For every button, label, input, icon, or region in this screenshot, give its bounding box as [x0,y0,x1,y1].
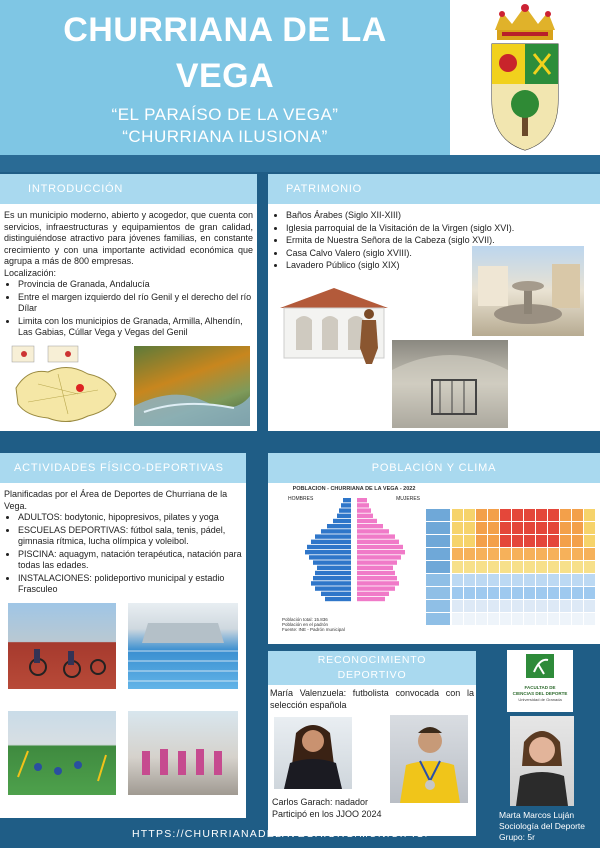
pyramid-bar-female [357,540,399,544]
pyramid-bar-male [327,524,351,528]
climate-cell [500,509,511,521]
climate-cell [452,509,463,521]
climate-row-label [426,600,450,612]
climate-cell [560,535,571,547]
climate-cell [488,561,499,573]
climate-cell [512,561,523,573]
author-block [499,810,599,843]
climate-cell [524,613,535,625]
carlos-caption-2: Participó en los JJOO 2024 [272,808,382,819]
intro-item: • Provincia de Granada, Andalucía [18,279,253,291]
patrimonio-item: • Iglesia parroquial de la Visitación de la Virgen (siglo XVI). [286,223,596,235]
author-role: Sociología del Deporte [499,821,586,831]
climate-cell [524,574,535,586]
divider-strip [0,155,600,172]
climate-cell [584,509,595,521]
climate-cell [536,574,547,586]
climate-cell [572,587,583,599]
climate-cell [524,561,535,573]
location-map [8,344,124,426]
patrimonio-item: • Casa Calvo Valero (siglo XVIII). [286,248,596,260]
pyramid-chart [282,492,426,612]
maria-caption: María Valenzuela: futbolista convocada con la selección española [270,688,474,710]
climate-cell [464,587,475,599]
pyramid-bar-male [333,519,351,523]
climate-cell [572,522,583,534]
climate-cell [584,561,595,573]
pyramid-bar-male [315,534,351,538]
banos-arabes-photo [392,340,508,428]
river-photo [134,346,250,426]
climate-cell [548,561,559,573]
climate-cell [512,613,523,625]
climate-cell [560,600,571,612]
climate-cell [452,587,463,599]
climate-cell [500,613,511,625]
actividades-intro: Planificadas por el Área de Deportes de Churriana de la Vega. [4,489,228,511]
mujeres-label: MUJERES [396,496,420,502]
climate-cell [584,535,595,547]
climate-cell [476,574,487,586]
patrimonio-item: • Baños Árabes (Siglo XII-XIII) [286,210,596,222]
intro-item: • Limita con los municipios de Granada, Armilla, Alhendín, Las Gabias, Cúllar Vega y Vegas del Genil [18,316,253,339]
climate-cell [572,548,583,560]
actividades-panel [0,453,246,818]
climate-cell [464,613,475,625]
population-pyramid [282,486,426,644]
climate-cell [452,561,463,573]
reconocimiento-panel [268,651,476,836]
climate-cell [560,548,571,560]
climate-cell [536,522,547,534]
climate-cell [536,548,547,560]
author-group: Grupo: 5r [499,832,535,842]
climate-cell [452,548,463,560]
patrimonio-heading: PATRIMONIO [268,174,600,204]
climate-cell [476,509,487,521]
climate-cell [488,587,499,599]
pyramid-bar-female [357,508,371,512]
intro-heading: INTRODUCCIÓN [0,174,257,204]
reconocimiento-heading-1: RECONOCIMIENTO [317,654,427,666]
pyramid-caption-2: Población en el padrón [282,622,329,627]
gymnastics-photo [128,711,238,795]
pyramid-bar-female [357,560,397,564]
climate-cell [560,574,571,586]
climate-cell [548,535,559,547]
climate-cell [452,535,463,547]
pyramid-bar-female [357,529,389,533]
pyramid-bar-male [311,540,351,544]
climate-cell [536,613,547,625]
climate-cell [584,522,595,534]
pyramid-bar-male [313,560,351,564]
pyramid-bar-male [337,514,351,518]
facultad-emblem-icon [520,652,560,680]
author-name: Marta Marcos Luján [499,810,575,820]
climate-cell [512,522,523,534]
climate-cell [476,535,487,547]
actividades-heading: ACTIVIDADES FÍSICO-DEPORTIVAS [0,453,246,483]
wheelchair-sport-photo [8,603,116,689]
patrimonio-panel [268,174,600,431]
pyramid-bar-male [321,592,351,596]
pyramid-bar-male [343,498,351,502]
pyramid-bar-female [357,545,403,549]
pyramid-bar-male [317,566,351,570]
statue-photo [358,308,380,364]
climate-cell [584,574,595,586]
climate-cell [488,509,499,521]
carlos-photo [390,715,468,803]
pyramid-bar-male [325,597,351,601]
climate-cell [464,600,475,612]
pyramid-title: POBLACIÓN - CHURRIANA DE LA VEGA - 2022 [292,486,416,492]
climate-cell [464,535,475,547]
facultad-logo [507,650,573,712]
title-line-2: VEGA [175,57,275,95]
pyramid-source: Fuente: INE - Padrón municipal [282,627,345,632]
climate-cell [572,574,583,586]
climate-cell [500,522,511,534]
pyramid-bar-female [357,586,395,590]
climate-cell [572,613,583,625]
pyramid-bar-male [315,586,351,590]
climate-cell [464,574,475,586]
author-photo [510,716,574,806]
climate-cell [452,613,463,625]
actividad-item: • INSTALACIONES: polideportivo municipal y estadio Frasculeo [18,573,242,596]
pyramid-bar-female [357,555,401,559]
hombres-label: HOMBRES [288,496,314,502]
pyramid-bar-male [339,508,351,512]
pyramid-bar-male [321,529,351,533]
climate-row-label [426,587,450,599]
climate-cell [512,509,523,521]
pyramid-bar-female [357,576,397,580]
patrimonio-item: • Ermita de Nuestra Señora de la Cabeza (siglo XVII). [286,235,596,247]
pyramid-bar-female [357,550,405,554]
fountain-photo [472,246,584,336]
climate-table [426,501,598,629]
pyramid-bar-male [341,503,351,507]
climate-cell [548,522,559,534]
slogan-1: “EL PARAÍSO DE LA VEGA” [111,105,339,124]
climate-cell [476,600,487,612]
climate-cell [512,600,523,612]
pool-photo [128,603,238,689]
climate-cell [548,587,559,599]
pyramid-bar-male [309,555,351,559]
title-line-1: CHURRIANA DE LA [63,11,387,49]
pyramid-bar-male [305,550,351,554]
climate-cell [500,548,511,560]
poblacion-panel [268,453,600,644]
location-label: Localización: [4,267,57,278]
climate-cell [488,535,499,547]
climate-cell [536,587,547,599]
facultad-line-1: FACULTAD DE [524,685,556,690]
coat-of-arms-box [450,0,600,155]
climate-cell [488,613,499,625]
climate-cell [500,535,511,547]
climate-row-label [426,561,450,573]
climate-cell [584,548,595,560]
climate-cell [536,561,547,573]
patrimonio-item: • Lavadero Público (siglo XIX) [286,260,596,272]
climate-row-label [426,574,450,586]
climate-cell [548,613,559,625]
climate-cell [572,509,583,521]
climate-cell [560,509,571,521]
pyramid-bar-female [357,581,399,585]
climate-cell [464,548,475,560]
header-banner [0,0,450,155]
climate-cell [548,548,559,560]
climate-cell [476,548,487,560]
coat-of-arms-icon [450,0,600,155]
climate-cell [524,509,535,521]
climate-cell [512,548,523,560]
poblacion-heading: POBLACIÓN Y CLIMA [268,453,600,483]
actividad-item: • ESCUELAS DEPORTIVAS: fútbol sala, tenis, pádel, gimnasia rítmica, lucha olímpica y voleibol. [18,525,242,548]
climate-cell [524,535,535,547]
climate-cell [548,574,559,586]
climate-cell [536,535,547,547]
carlos-caption-1: Carlos Garach: nadador [272,797,369,807]
pyramid-bar-female [357,597,385,601]
climate-cell [572,535,583,547]
footer-url[interactable]: HTTPS://CHURRIANADELAVEGA.ORG/MUNICIPIO/ [132,828,430,840]
climate-row-label [426,535,450,547]
reconocimiento-heading-2: DEPORTIVO [337,669,407,681]
pyramid-bar-female [357,514,373,518]
climate-cell [560,587,571,599]
pyramid-bar-female [357,571,395,575]
climate-cell [464,561,475,573]
climate-cell [584,613,595,625]
climate-cell [500,574,511,586]
climate-cell [536,600,547,612]
pyramid-bar-female [357,498,367,502]
climate-cell [572,600,583,612]
pyramid-bar-male [313,576,351,580]
intro-panel [0,174,257,431]
climate-cell [524,600,535,612]
climate-row-label [426,613,450,625]
facultad-line-3: Universidad de Granada [518,697,562,702]
climate-cell [584,600,595,612]
climate-cell [512,574,523,586]
climate-cell [572,561,583,573]
climate-cell [560,561,571,573]
climate-cell [512,587,523,599]
intro-item: • Entre el margen izquierdo del río Genil y el derecho del río Dílar [18,292,253,315]
intro-paragraph: Es un municipio moderno, abierto y acogedor, que cuenta con servicios, infraestructuras y equipamientos de gran calidad, distinguiéndose atractivo para jóvenes familias, en constante crecimiento y con una importante actividad económica que agrupa a más de 800 empresas. [4,210,253,266]
climate-row-label [426,548,450,560]
climate-cell [488,522,499,534]
actividad-item: • ADULTOS: bodytonic, hipopresivos, pilates y yoga [18,512,242,524]
actividad-item: • PISCINA: aquagym, natación terapéutica, natación para todas las edades. [18,549,242,572]
football-photo [8,711,116,795]
climate-cell [476,613,487,625]
pyramid-caption: Población total: 15.836 [282,617,328,622]
climate-cell [488,600,499,612]
climate-cell [500,600,511,612]
climate-cell [476,522,487,534]
climate-cell [524,548,535,560]
climate-cell [512,535,523,547]
climate-cell [452,522,463,534]
pyramid-bar-male [307,545,351,549]
pyramid-bar-female [357,592,389,596]
climate-cell [500,561,511,573]
climate-cell [560,613,571,625]
climate-cell [536,509,547,521]
climate-cell [500,587,511,599]
climate-cell [548,600,559,612]
pyramid-bar-female [357,503,369,507]
climate-cell [464,522,475,534]
climate-row-label [426,522,450,534]
maria-photo [274,717,352,789]
pyramid-bar-female [357,566,393,570]
climate-cell [476,587,487,599]
climate-cell [452,574,463,586]
pyramid-bar-male [311,581,351,585]
climate-cell [524,587,535,599]
climate-row-label [426,509,450,521]
slogan-2: “CHURRIANA ILUSIONA” [122,127,328,146]
pyramid-bar-female [357,519,377,523]
reconocimiento-heading [268,651,476,685]
climate-cell [524,522,535,534]
climate-cell [464,509,475,521]
pyramid-bar-male [315,571,351,575]
climate-cell [452,600,463,612]
climate-cell [584,587,595,599]
climate-cell [488,548,499,560]
climate-cell [560,522,571,534]
climate-cell [476,561,487,573]
pyramid-bar-female [357,534,395,538]
climate-cell [548,509,559,521]
pyramid-bar-female [357,524,383,528]
facultad-line-2: CIENCIAS DEL DEPORTE [512,691,568,696]
climate-cell [488,574,499,586]
